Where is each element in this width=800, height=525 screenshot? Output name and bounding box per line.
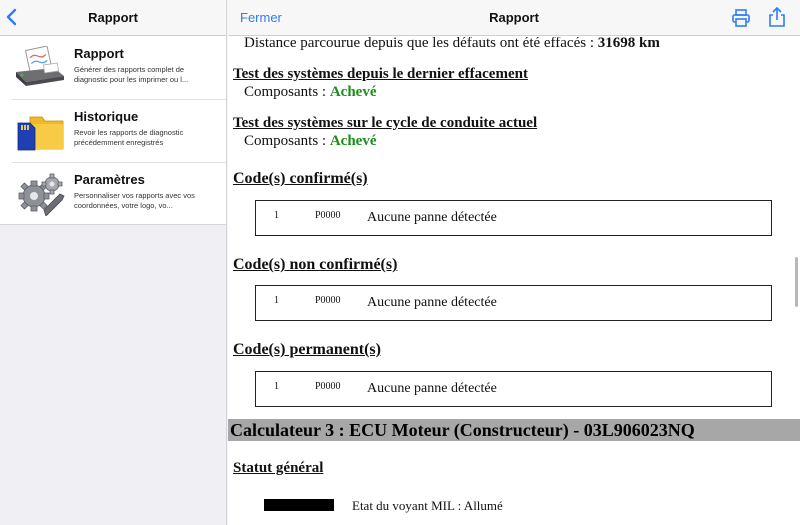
confirmed-codes-title: Code(s) confirmé(s) [233, 170, 368, 187]
general-status-title: Statut général [233, 460, 324, 476]
status-badge: Achevé [329, 133, 377, 149]
mil-indicator-icon [264, 499, 334, 511]
dtc-code: P0000 [315, 210, 341, 221]
unconfirmed-codes-title: Code(s) non confirmé(s) [233, 256, 398, 273]
distance-line [244, 37, 660, 52]
code-index: 1 [274, 295, 279, 306]
dtc-code: P0000 [315, 381, 341, 392]
scrollbar[interactable] [795, 257, 798, 307]
top-bar [228, 0, 800, 36]
section-title-current-cycle: Test des systèmes sur le cycle de conduite actuel [233, 115, 538, 131]
components-status-line [244, 133, 377, 150]
distance-value: 31698 km [597, 37, 660, 51]
distance-label: Distance parcourue depuis que les défauts ont été effacés : [244, 37, 598, 51]
code-table-row [255, 200, 772, 236]
report-content[interactable] [228, 37, 800, 525]
status-badge: Achevé [329, 84, 377, 100]
sidebar-item-historique[interactable] [0, 99, 226, 162]
report-panel [228, 0, 800, 525]
sidebar-item-description: Personnaliser vos rapports avec vos coordonnées, votre logo, vo... [74, 191, 195, 210]
folder-sd-card-icon [14, 109, 66, 153]
sidebar-item-description: Revoir les rapports de diagnostic précédemment enregistrés [74, 128, 184, 147]
sidebar-item-description: Générer des rapports complet de diagnostic pour les imprimer ou l... [74, 65, 189, 84]
code-table-row [255, 371, 772, 407]
components-label: Composants : [244, 133, 330, 149]
sidebar-item-parametres[interactable] [0, 162, 226, 225]
permanent-codes-title: Code(s) permanent(s) [233, 341, 381, 358]
code-index: 1 [274, 381, 279, 392]
ecu-title: Calculateur 3 : ECU Moteur (Constructeur) - 03L906023NQ [230, 420, 695, 440]
section-title-since-clear: Test des systèmes depuis le dernier effacement [233, 66, 528, 82]
mil-status-text: Etat du voyant MIL : Allumé [352, 498, 503, 513]
share-icon[interactable] [768, 6, 786, 28]
printer-report-icon [14, 46, 66, 90]
ecu-section-header [228, 419, 800, 441]
sidebar-header [0, 0, 226, 36]
dtc-code: P0000 [315, 295, 341, 306]
dtc-description: Aucune panne détectée [367, 210, 497, 225]
sidebar-menu [0, 36, 226, 225]
sidebar-item-label: Paramètres [74, 172, 145, 187]
close-button[interactable]: Fermer [240, 10, 282, 25]
code-index: 1 [274, 210, 279, 221]
gears-wrench-icon [14, 172, 66, 216]
sidebar-item-label: Rapport [74, 46, 124, 61]
page-title: Rapport [489, 10, 539, 25]
sidebar [0, 0, 227, 525]
sidebar-item-label: Historique [74, 109, 139, 124]
components-label: Composants : [244, 84, 330, 100]
components-status-line [244, 84, 377, 101]
printer-icon[interactable] [731, 8, 751, 28]
code-table-row [255, 285, 772, 321]
dtc-description: Aucune panne détectée [367, 381, 497, 396]
dtc-description: Aucune panne détectée [367, 295, 497, 310]
sidebar-title: Rapport [88, 10, 138, 25]
sidebar-item-rapport[interactable] [0, 36, 226, 99]
